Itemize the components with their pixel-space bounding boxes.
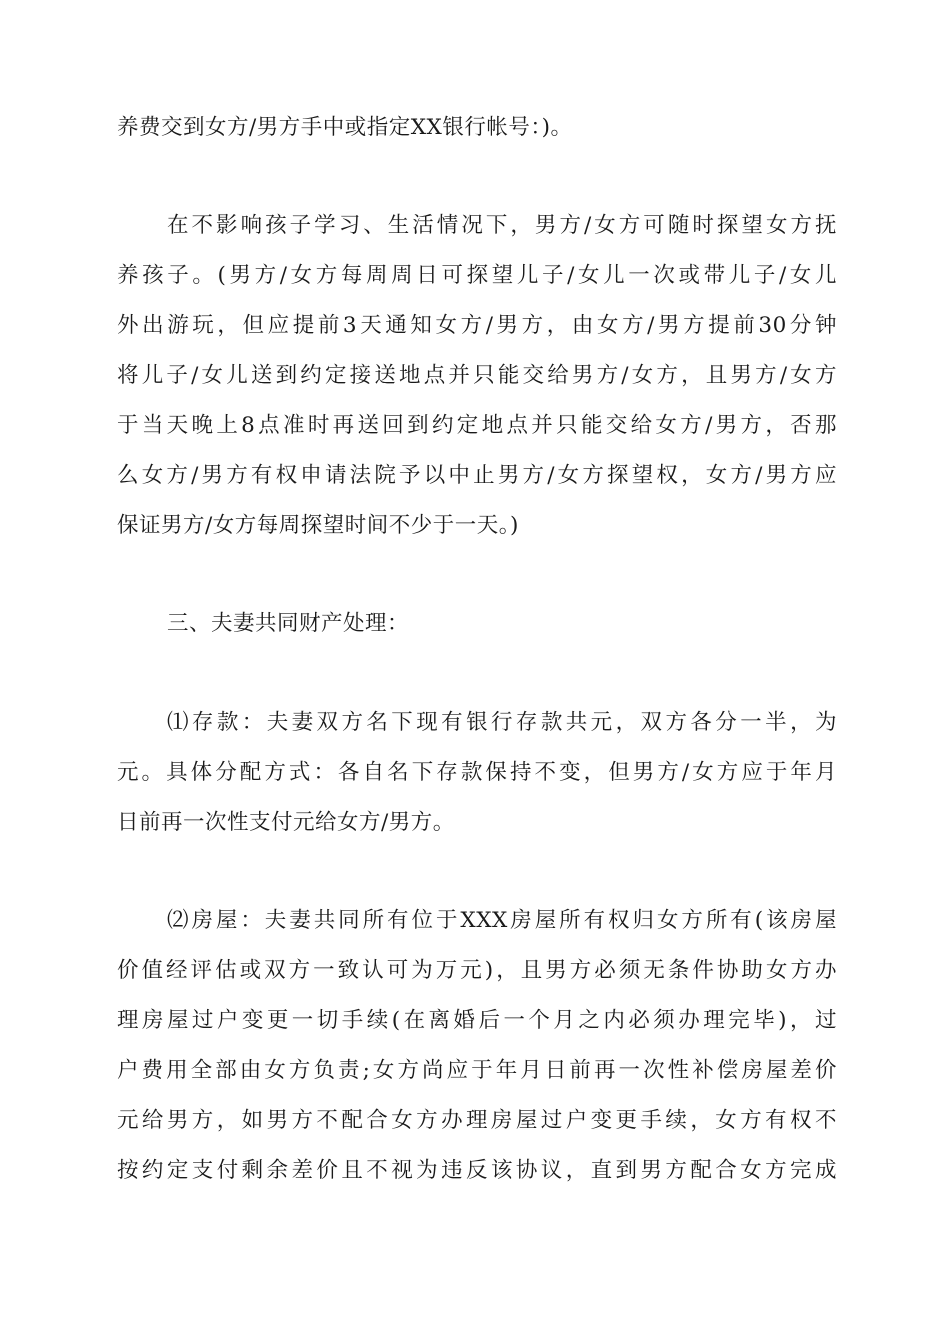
paragraph-5-line-4: 户费用全部由女方负责;女方尚应于年月日前再一次性补偿房屋差价 [117, 1058, 837, 1083]
paragraph-2-line-4: 将儿子/女儿送到约定接送地点并只能交给男方/女方，且男方/女方 [117, 363, 837, 388]
paragraph-5-line-2: 价值经评估或双方一致认可为万元)，且男方必须无条件协助女方办 [117, 958, 837, 983]
paragraph-5-line-3: 理房屋过户变更一切手续(在离婚后一个月之内必须办理完毕)，过 [117, 1008, 837, 1033]
paragraph-4-line-1: ⑴存款：夫妻双方名下现有银行存款共元，双方各分一半，为 [167, 710, 837, 735]
paragraph-2-line-7: 保证男方/女方每周探望时间不少于一天。) [117, 513, 519, 538]
paragraph-2-line-3: 外出游玩，但应提前3天通知女方/男方，由女方/男方提前30分钟 [117, 313, 837, 338]
paragraph-2-line-2: 养孩子。(男方/女方每周周日可探望儿子/女儿一次或带儿子/女儿 [117, 263, 837, 288]
paragraph-2-line-6: 么女方/男方有权申请法院予以中止男方/女方探望权，女方/男方应 [117, 463, 837, 488]
section-heading-3: 三、夫妻共同财产处理： [167, 611, 410, 636]
paragraph-4-line-3: 日前再一次性支付元给女方/男方。 [117, 810, 455, 835]
paragraph-5-line-1: ⑵房屋：夫妻共同所有位于XXX房屋所有权归女方所有(该房屋 [167, 908, 837, 933]
paragraph-2-line-5: 于当天晚上8点准时再送回到约定地点并只能交给女方/男方，否那 [117, 413, 837, 438]
paragraph-4-line-2: 元。具体分配方式：各自名下存款保持不变，但男方/女方应于年月 [117, 760, 837, 785]
paragraph-5-line-5: 元给男方，如男方不配合女方办理房屋过户变更手续，女方有权不 [117, 1108, 837, 1133]
paragraph-5-line-6: 按约定支付剩余差价且不视为违反该协议，直到男方配合女方完成 [117, 1158, 837, 1183]
paragraph-2-line-1: 在不影响孩子学习、生活情况下，男方/女方可随时探望女方抚 [167, 213, 837, 238]
paragraph-1-line-1: 养费交到女方/男方手中或指定XX银行帐号：)。 [117, 115, 573, 140]
